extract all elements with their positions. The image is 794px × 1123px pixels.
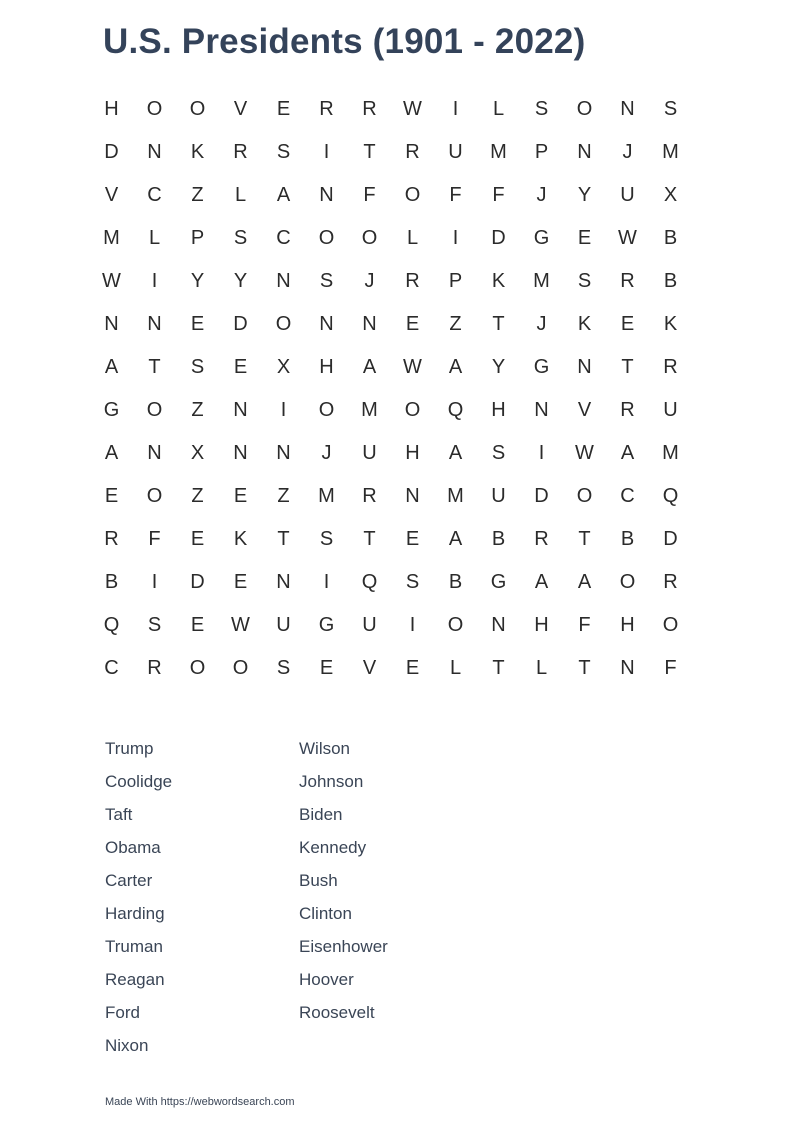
grid-cell: E <box>319 657 334 679</box>
grid-cell: T <box>578 528 591 550</box>
grid-row <box>90 647 692 690</box>
grid-cell: N <box>491 614 506 636</box>
word-list-item: Kennedy <box>299 838 367 857</box>
grid-cell: M <box>490 141 507 163</box>
grid-cell: X <box>190 442 205 464</box>
grid-cell: E <box>190 528 205 550</box>
grid-cell: K <box>233 528 248 550</box>
grid-row <box>90 303 692 346</box>
grid-cell: N <box>147 313 162 335</box>
grid-cell: D <box>233 313 248 335</box>
grid-cell: O <box>576 485 593 507</box>
grid-cell: E <box>620 313 635 335</box>
grid-cell: R <box>233 141 248 163</box>
word-list-item: Johnson <box>299 772 364 791</box>
grid-cell: H <box>534 614 549 636</box>
grid-cell: Z <box>191 399 204 421</box>
grid-cell: E <box>104 485 119 507</box>
grid-cell: C <box>276 227 291 249</box>
grid-cell: J <box>321 442 332 464</box>
grid-cell: H <box>104 98 119 120</box>
grid-cell: T <box>277 528 290 550</box>
grid-cell: N <box>276 270 291 292</box>
grid-cell: L <box>449 657 462 679</box>
grid-cell: G <box>318 614 335 636</box>
word-list-item: Obama <box>105 838 161 857</box>
grid-cell: U <box>663 399 678 421</box>
grid-cell: O <box>619 571 636 593</box>
grid-cell: T <box>621 356 634 378</box>
page-title: U.S. Presidents (1901 - 2022) <box>103 22 586 61</box>
grid-cell: R <box>319 98 334 120</box>
grid-cell: A <box>577 571 592 593</box>
grid-cell: B <box>448 571 463 593</box>
grid-cell: X <box>276 356 291 378</box>
grid-row <box>90 389 692 432</box>
grid-cell: E <box>577 227 592 249</box>
grid-cell: H <box>620 614 635 636</box>
grid-row <box>90 518 692 561</box>
grid-cell: P <box>190 227 205 249</box>
grid-cell: U <box>276 614 291 636</box>
grid-row <box>90 604 692 647</box>
grid-cell: C <box>147 184 162 206</box>
grid-cell: T <box>148 356 161 378</box>
grid-cell: G <box>533 356 550 378</box>
grid-cell: E <box>190 614 205 636</box>
grid-row <box>90 217 692 260</box>
grid-cell: S <box>577 270 592 292</box>
grid-cell: E <box>276 98 291 120</box>
grid-cell: M <box>447 485 464 507</box>
grid-cell: F <box>664 657 677 679</box>
grid-cell: A <box>448 442 463 464</box>
word-list-column-1 <box>105 736 299 1066</box>
grid-cell: D <box>663 528 678 550</box>
grid-cell: W <box>403 356 422 378</box>
word-list-item: Reagan <box>105 970 165 989</box>
grid-cell: D <box>534 485 549 507</box>
grid-cell: Z <box>191 485 204 507</box>
grid-cell: K <box>577 313 592 335</box>
grid-cell: Z <box>449 313 462 335</box>
grid-row <box>90 88 692 131</box>
grid-cell: A <box>104 442 119 464</box>
grid-cell: R <box>147 657 162 679</box>
grid-cell: W <box>403 98 422 120</box>
grid-cell: V <box>104 184 119 206</box>
grid-cell: S <box>405 571 420 593</box>
word-list-item: Harding <box>105 904 165 923</box>
grid-cell: A <box>448 528 463 550</box>
grid-cell: E <box>233 571 248 593</box>
grid-cell: O <box>189 98 206 120</box>
grid-row <box>90 260 692 303</box>
grid-cell: G <box>533 227 550 249</box>
grid-cell: K <box>491 270 506 292</box>
grid-cell: L <box>535 657 548 679</box>
grid-cell: C <box>104 657 119 679</box>
grid-cell: E <box>405 657 420 679</box>
grid-cell: D <box>491 227 506 249</box>
grid-cell: N <box>620 657 635 679</box>
grid-cell: O <box>189 657 206 679</box>
grid-cell: K <box>663 313 678 335</box>
grid-cell: B <box>663 227 678 249</box>
grid-cell: Z <box>277 485 290 507</box>
grid-cell: L <box>406 227 419 249</box>
grid-cell: I <box>409 614 416 636</box>
grid-cell: W <box>618 227 637 249</box>
grid-cell: R <box>405 141 420 163</box>
grid-cell: U <box>491 485 506 507</box>
grid-cell: N <box>104 313 119 335</box>
grid-cell: T <box>492 313 505 335</box>
grid-cell: N <box>147 442 162 464</box>
grid-cell: M <box>533 270 550 292</box>
letter-grid <box>90 88 692 690</box>
grid-cell: J <box>536 313 547 335</box>
grid-row <box>90 475 692 518</box>
grid-cell: I <box>323 141 330 163</box>
grid-cell: O <box>275 313 292 335</box>
grid-cell: R <box>534 528 549 550</box>
grid-cell: Y <box>190 270 205 292</box>
grid-cell: I <box>452 98 459 120</box>
grid-cell: S <box>534 98 549 120</box>
grid-cell: M <box>361 399 378 421</box>
grid-cell: N <box>147 141 162 163</box>
grid-cell: U <box>362 614 377 636</box>
grid-cell: R <box>620 270 635 292</box>
grid-cell: A <box>620 442 635 464</box>
grid-cell: I <box>280 399 287 421</box>
grid-cell: L <box>492 98 505 120</box>
grid-cell: I <box>452 227 459 249</box>
grid-cell: V <box>233 98 248 120</box>
word-list-item: Nixon <box>105 1036 149 1055</box>
grid-cell: F <box>449 184 462 206</box>
grid-cell: L <box>148 227 161 249</box>
word-list-item: Roosevelt <box>299 1003 375 1022</box>
grid-cell: S <box>663 98 678 120</box>
grid-cell: A <box>104 356 119 378</box>
grid-cell: G <box>490 571 507 593</box>
grid-row <box>90 346 692 389</box>
grid-row <box>90 561 692 604</box>
grid-cell: Q <box>447 399 464 421</box>
grid-cell: A <box>448 356 463 378</box>
word-list-item: Eisenhower <box>299 937 388 956</box>
grid-cell: Z <box>191 184 204 206</box>
grid-cell: V <box>362 657 377 679</box>
word-list-item: Hoover <box>299 970 354 989</box>
grid-cell: A <box>276 184 291 206</box>
grid-cell: R <box>405 270 420 292</box>
grid-cell: O <box>318 399 335 421</box>
grid-cell: S <box>190 356 205 378</box>
grid-cell: O <box>404 184 421 206</box>
grid-cell: E <box>405 313 420 335</box>
grid-cell: J <box>622 141 633 163</box>
word-list-item: Bush <box>299 871 338 890</box>
grid-cell: R <box>362 485 377 507</box>
grid-cell: A <box>362 356 377 378</box>
grid-cell: R <box>620 399 635 421</box>
grid-cell: S <box>276 657 291 679</box>
grid-cell: C <box>620 485 635 507</box>
grid-cell: H <box>491 399 506 421</box>
grid-cell: F <box>492 184 505 206</box>
grid-cell: N <box>405 485 420 507</box>
grid-cell: Y <box>491 356 506 378</box>
grid-cell: B <box>104 571 119 593</box>
grid-cell: M <box>662 442 679 464</box>
word-list-item: Carter <box>105 871 153 890</box>
grid-cell: N <box>319 313 334 335</box>
grid-cell: E <box>233 356 248 378</box>
word-list-item: Wilson <box>299 739 351 758</box>
grid-cell: B <box>620 528 635 550</box>
grid-cell: S <box>319 270 334 292</box>
word-list-item: Clinton <box>299 904 352 923</box>
grid-cell: I <box>323 571 330 593</box>
grid-cell: O <box>447 614 464 636</box>
grid-cell: O <box>232 657 249 679</box>
grid-cell: V <box>577 399 592 421</box>
grid-cell: Q <box>103 614 120 636</box>
grid-cell: E <box>405 528 420 550</box>
grid-cell: E <box>190 313 205 335</box>
grid-cell: U <box>620 184 635 206</box>
grid-row <box>90 131 692 174</box>
grid-cell: N <box>233 442 248 464</box>
grid-cell: N <box>276 442 291 464</box>
word-list-item: Biden <box>299 805 343 824</box>
grid-cell: N <box>276 571 291 593</box>
grid-cell: N <box>319 184 334 206</box>
grid-cell: D <box>104 141 119 163</box>
grid-cell: U <box>448 141 463 163</box>
grid-cell: O <box>404 399 421 421</box>
grid-cell: W <box>231 614 250 636</box>
grid-cell: Q <box>662 485 679 507</box>
grid-cell: N <box>534 399 549 421</box>
grid-cell: O <box>318 227 335 249</box>
grid-row <box>90 174 692 217</box>
grid-cell: J <box>364 270 375 292</box>
grid-cell: R <box>104 528 119 550</box>
grid-cell: E <box>233 485 248 507</box>
grid-cell: R <box>663 356 678 378</box>
grid-cell: L <box>234 184 247 206</box>
grid-cell: T <box>578 657 591 679</box>
grid-cell: O <box>361 227 378 249</box>
grid-cell: S <box>491 442 506 464</box>
grid-cell: I <box>538 442 545 464</box>
grid-cell: J <box>536 184 547 206</box>
grid-cell: O <box>146 485 163 507</box>
grid-cell: H <box>319 356 334 378</box>
grid-cell: M <box>103 227 120 249</box>
grid-cell: T <box>492 657 505 679</box>
grid-cell: O <box>146 399 163 421</box>
grid-cell: N <box>577 356 592 378</box>
grid-cell: N <box>620 98 635 120</box>
grid-cell: U <box>362 442 377 464</box>
grid-cell: G <box>103 399 120 421</box>
grid-cell: N <box>233 399 248 421</box>
grid-cell: N <box>362 313 377 335</box>
grid-cell: M <box>318 485 335 507</box>
grid-cell: S <box>233 227 248 249</box>
grid-cell: D <box>190 571 205 593</box>
grid-cell: B <box>491 528 506 550</box>
grid-cell: P <box>448 270 463 292</box>
grid-cell: X <box>663 184 678 206</box>
grid-row <box>90 432 692 475</box>
grid-cell: T <box>363 141 376 163</box>
grid-cell: Y <box>577 184 592 206</box>
grid-cell: Q <box>361 571 378 593</box>
grid-cell: R <box>663 571 678 593</box>
grid-cell: M <box>662 141 679 163</box>
grid-cell: F <box>578 614 591 636</box>
grid-cell: F <box>148 528 161 550</box>
footer-credit: Made With https://webwordsearch.com <box>105 1096 295 1108</box>
grid-cell: P <box>534 141 549 163</box>
grid-cell: O <box>576 98 593 120</box>
word-list <box>105 736 493 1066</box>
word-list-item: Trump <box>105 739 154 758</box>
grid-cell: W <box>102 270 121 292</box>
grid-cell: S <box>147 614 162 636</box>
word-list-item: Ford <box>105 1003 140 1022</box>
grid-cell: W <box>575 442 594 464</box>
grid-cell: S <box>319 528 334 550</box>
grid-cell: K <box>190 141 205 163</box>
word-list-item: Coolidge <box>105 772 173 791</box>
grid-cell: S <box>276 141 291 163</box>
grid-cell: H <box>405 442 420 464</box>
grid-cell: O <box>662 614 679 636</box>
grid-cell: B <box>663 270 678 292</box>
grid-cell: A <box>534 571 549 593</box>
word-list-item: Taft <box>105 805 133 824</box>
grid-cell: Y <box>233 270 248 292</box>
word-list-column-2 <box>299 736 493 1066</box>
grid-cell: N <box>577 141 592 163</box>
grid-cell: I <box>151 270 158 292</box>
grid-cell: F <box>363 184 376 206</box>
grid-cell: O <box>146 98 163 120</box>
grid-cell: R <box>362 98 377 120</box>
grid-cell: I <box>151 571 158 593</box>
grid-cell: T <box>363 528 376 550</box>
word-list-item: Truman <box>105 937 163 956</box>
